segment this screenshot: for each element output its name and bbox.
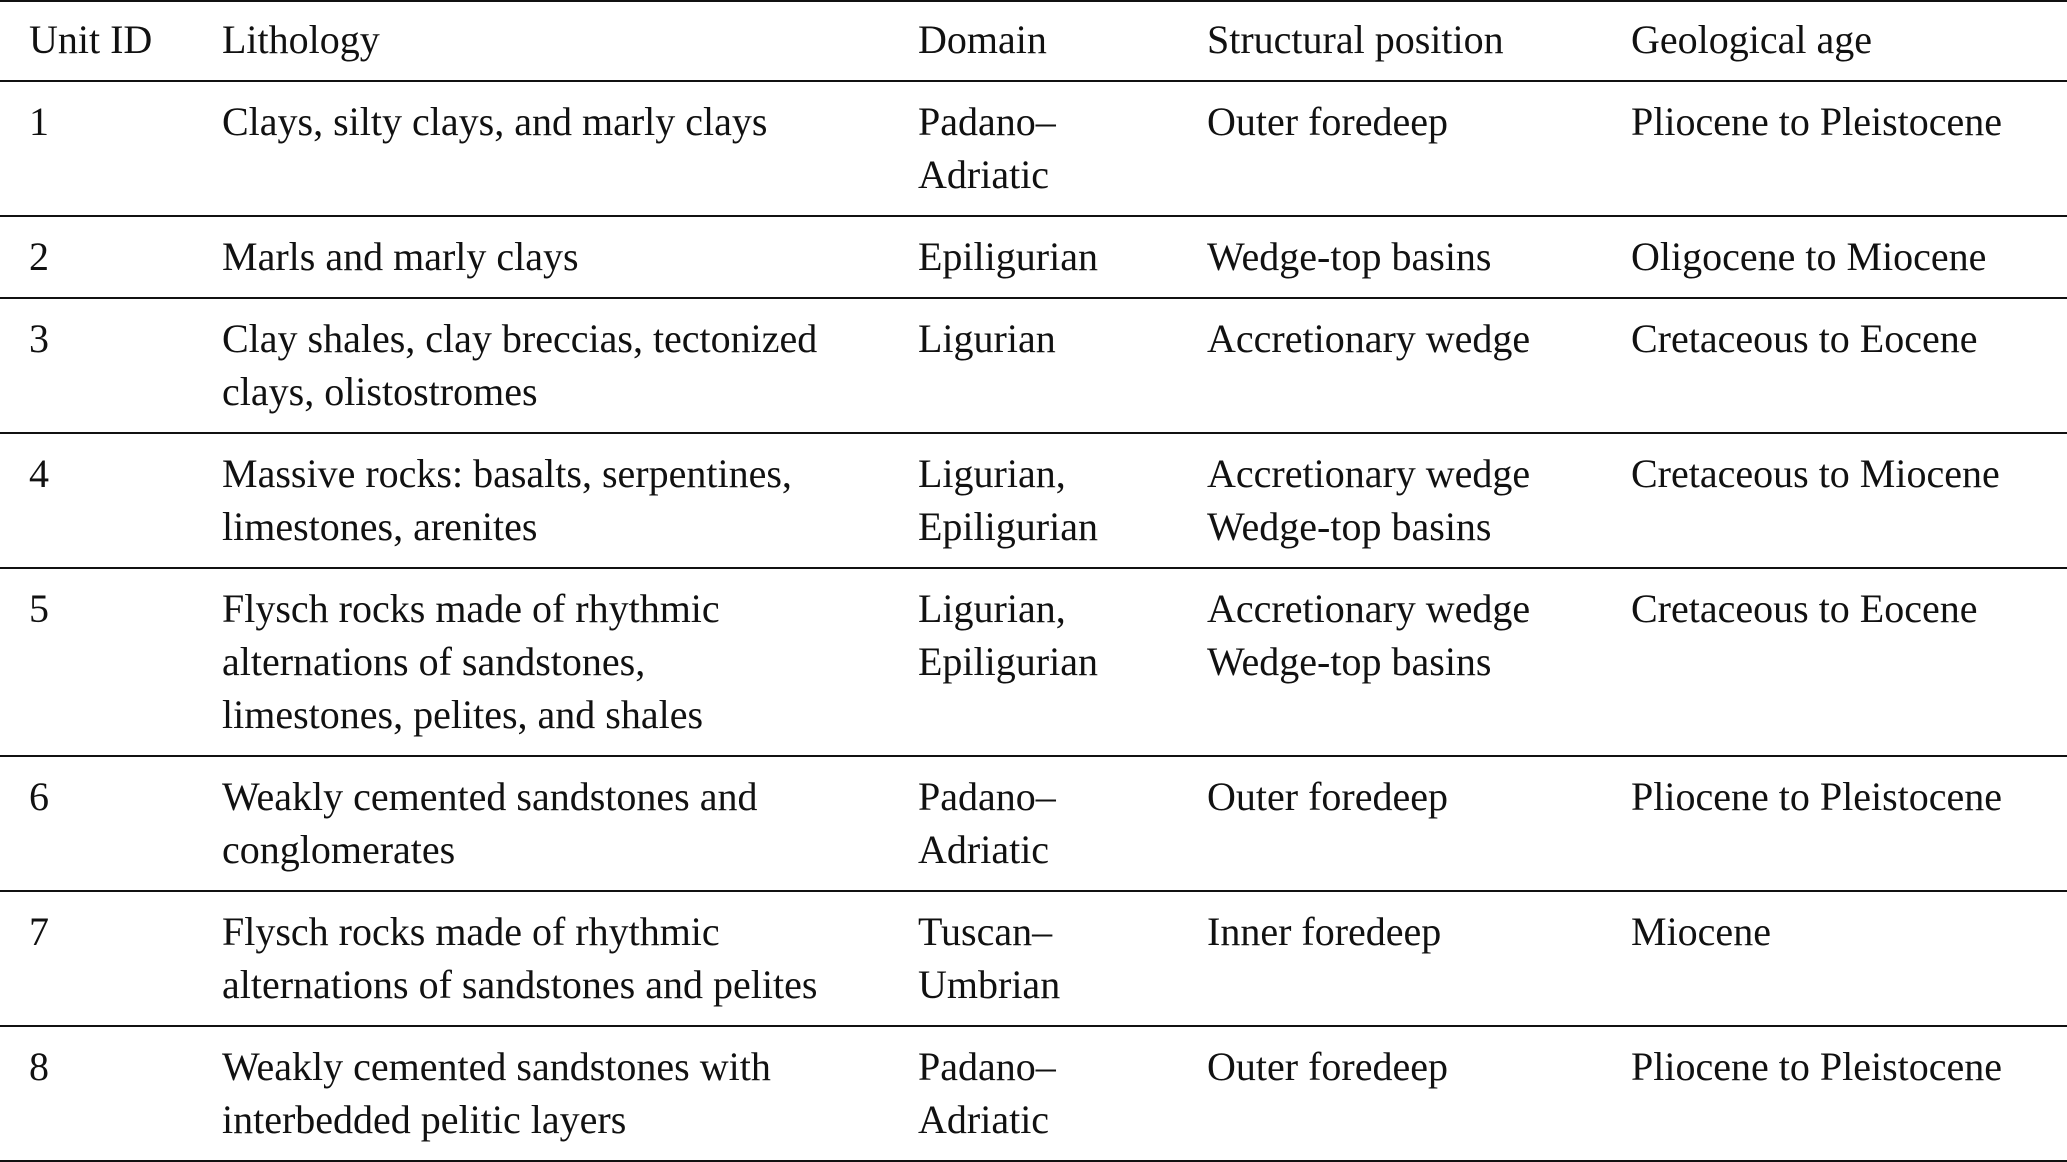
cell-lithology-line: interbedded pelitic layers (222, 1097, 627, 1142)
cell-structural-position-line: Wedge-top basins (1207, 504, 1492, 549)
cell-geological-age: Cretaceous to Miocene (1631, 451, 2000, 496)
cell-structural-position (1207, 891, 1631, 1026)
cell-structural-position-line: Outer foredeep (1207, 99, 1448, 144)
cell-lithology (222, 298, 918, 433)
table-row (0, 298, 2067, 433)
cell-domain (918, 298, 1207, 433)
cell-lithology-line: limestones, pelites, and shales (222, 692, 704, 737)
cell-lithology-line: Weakly cemented sandstones and (222, 774, 758, 819)
cell-structural-position-line: Accretionary wedge (1207, 586, 1531, 631)
table-body (0, 81, 2067, 1161)
table-row (0, 81, 2067, 216)
cell-unit-id: 7 (29, 909, 49, 954)
cell-lithology-line: alternations of sandstones, (222, 639, 646, 684)
table-row (0, 891, 2067, 1026)
cell-lithology-line: Flysch rocks made of rhythmic (222, 909, 720, 954)
cell-structural-position-line: Outer foredeep (1207, 774, 1448, 819)
cell-domain-line: Epiligurian (918, 504, 1098, 549)
cell-unit-id: 3 (29, 316, 49, 361)
cell-lithology-line: Flysch rocks made of rhythmic (222, 586, 720, 631)
table-row (0, 756, 2067, 891)
header-lithology: Lithology (222, 17, 380, 62)
cell-structural-position (1207, 298, 1631, 433)
cell-unit-id: 5 (29, 586, 49, 631)
cell-geological-age: Miocene (1631, 909, 1771, 954)
cell-unit-id: 1 (29, 99, 49, 144)
header-unit-id: Unit ID (29, 17, 153, 62)
cell-domain (918, 756, 1207, 891)
cell-domain-line: Ligurian, (918, 586, 1066, 631)
cell-domain-line: Padano– (918, 99, 1056, 144)
cell-lithology-line: Weakly cemented sandstones with (222, 1044, 771, 1089)
cell-lithology (222, 891, 918, 1026)
table-row (0, 1026, 2067, 1161)
header-geological-age: Geological age (1631, 17, 1872, 62)
cell-structural-position (1207, 433, 1631, 568)
cell-lithology (222, 756, 918, 891)
cell-domain (918, 81, 1207, 216)
cell-structural-position (1207, 756, 1631, 891)
cell-structural-position (1207, 81, 1631, 216)
table-row (0, 568, 2067, 756)
cell-domain-line: Ligurian, (918, 451, 1066, 496)
cell-structural-position-line: Wedge-top basins (1207, 639, 1492, 684)
cell-unit-id: 2 (29, 234, 49, 279)
cell-domain-line: Adriatic (918, 152, 1050, 197)
cell-geological-age: Cretaceous to Eocene (1631, 586, 1978, 631)
cell-lithology (222, 81, 918, 216)
cell-unit-id: 8 (29, 1044, 49, 1089)
cell-lithology-line: Massive rocks: basalts, serpentines, (222, 451, 792, 496)
cell-structural-position-line: Accretionary wedge (1207, 451, 1531, 496)
cell-structural-position-line: Outer foredeep (1207, 1044, 1448, 1089)
cell-structural-position-line: Wedge-top basins (1207, 234, 1492, 279)
cell-lithology-line: Marls and marly clays (222, 234, 579, 279)
cell-domain (918, 433, 1207, 568)
cell-domain-line: Adriatic (918, 827, 1050, 872)
table-row (0, 216, 2067, 298)
cell-structural-position-line: Inner foredeep (1207, 909, 1442, 954)
cell-lithology (222, 1026, 918, 1161)
cell-domain (918, 891, 1207, 1026)
cell-domain-line: Umbrian (918, 962, 1061, 1007)
cell-domain-line: Epiligurian (918, 234, 1098, 279)
cell-geological-age: Oligocene to Miocene (1631, 234, 1987, 279)
cell-lithology-line: Clays, silty clays, and marly clays (222, 99, 768, 144)
cell-domain (918, 216, 1207, 298)
cell-domain (918, 1026, 1207, 1161)
header-row (0, 1, 2067, 81)
cell-domain-line: Epiligurian (918, 639, 1098, 684)
cell-domain-line: Adriatic (918, 1097, 1050, 1142)
table-row (0, 433, 2067, 568)
cell-domain-line: Padano– (918, 774, 1056, 819)
cell-structural-position (1207, 216, 1631, 298)
cell-structural-position (1207, 1026, 1631, 1161)
cell-geological-age: Pliocene to Pleistocene (1631, 1044, 2003, 1089)
cell-domain-line: Padano– (918, 1044, 1056, 1089)
cell-lithology-line: limestones, arenites (222, 504, 538, 549)
table-header (0, 1, 2067, 81)
cell-structural-position (1207, 568, 1631, 756)
cell-lithology-line: conglomerates (222, 827, 456, 872)
cell-geological-age: Pliocene to Pleistocene (1631, 99, 2003, 144)
cell-lithology-line: alternations of sandstones and pelites (222, 962, 818, 1007)
cell-geological-age: Cretaceous to Eocene (1631, 316, 1978, 361)
cell-unit-id: 6 (29, 774, 49, 819)
cell-domain-line: Tuscan– (918, 909, 1053, 954)
cell-domain-line: Ligurian (918, 316, 1056, 361)
cell-geological-age: Pliocene to Pleistocene (1631, 774, 2003, 819)
cell-lithology-line: Clay shales, clay breccias, tectonized (222, 316, 818, 361)
cell-structural-position-line: Accretionary wedge (1207, 316, 1531, 361)
cell-lithology (222, 433, 918, 568)
header-domain: Domain (918, 17, 1047, 62)
cell-lithology (222, 568, 918, 756)
cell-lithology-line: clays, olistostromes (222, 369, 538, 414)
cell-unit-id: 4 (29, 451, 49, 496)
header-structural-position: Structural position (1207, 17, 1504, 62)
cell-domain (918, 568, 1207, 756)
cell-lithology (222, 216, 918, 298)
